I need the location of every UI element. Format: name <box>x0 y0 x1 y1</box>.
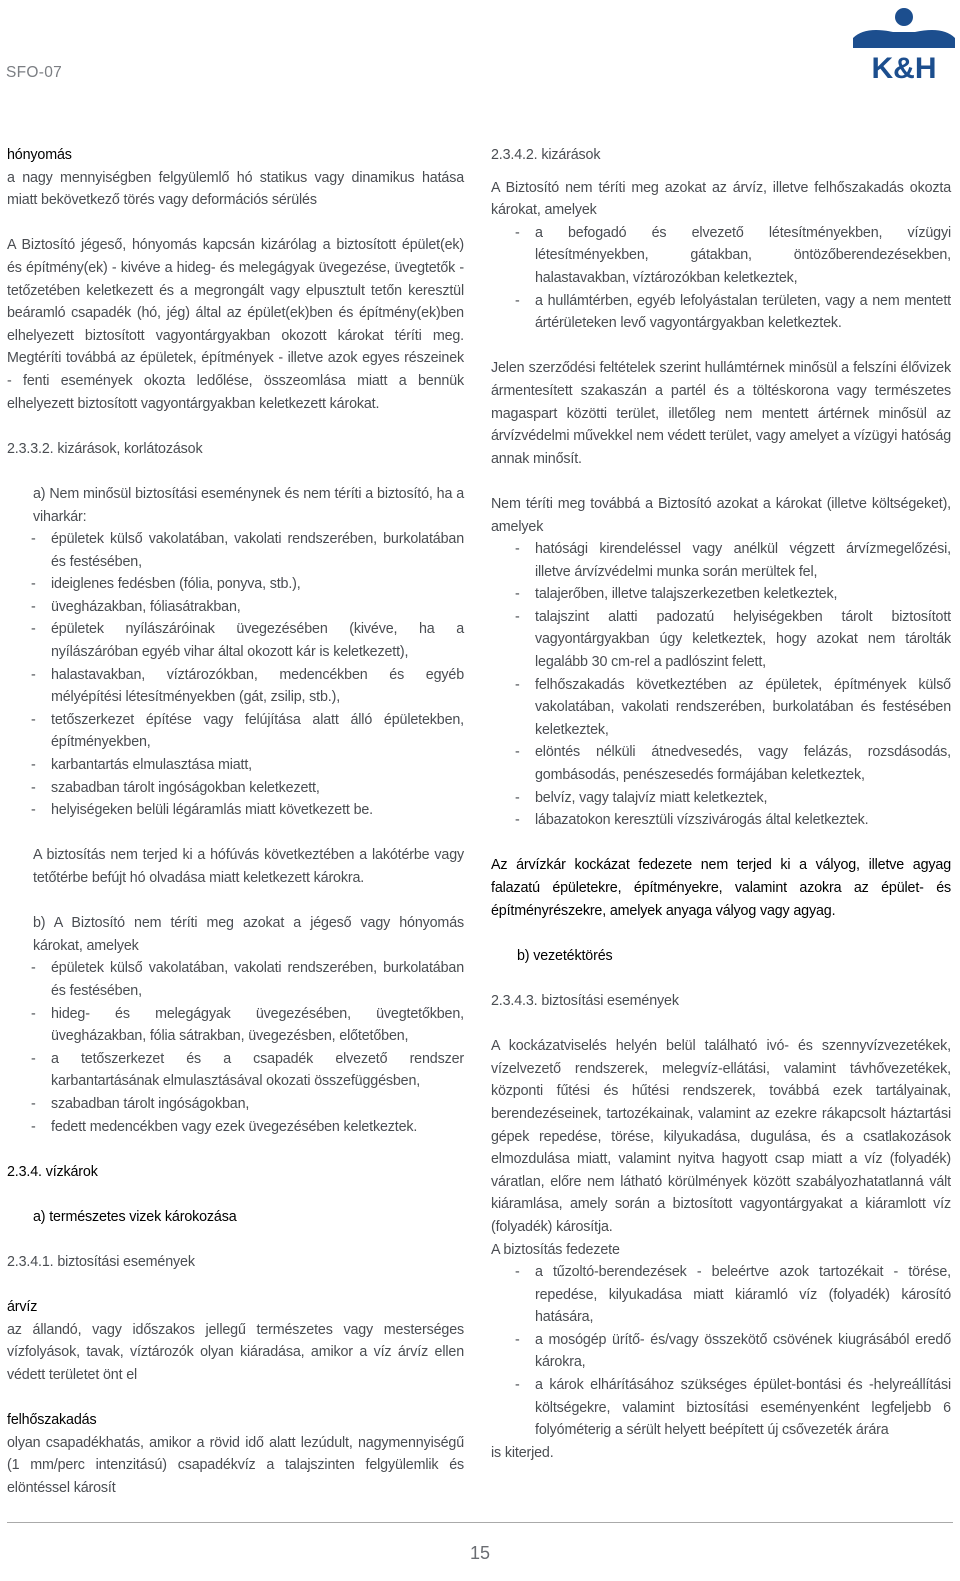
list-item: - a tetőszerkezet és a csapadék elvezető rendszer karbantartásának elmulasztásával okozati összefüggésben, <box>51 1048 464 1093</box>
heading-2332: 2.3.3.2. kizárások, korlátozások <box>7 440 203 457</box>
list-item: - a befogadó és elvezető létesítményekben, vízügyi létesítményekben, gátakban, öntözőberendezésekben, halastavakban, víztározókban keletkeztek, <box>535 222 951 290</box>
list-item: - karbantartás elmulasztása miatt, <box>51 754 464 777</box>
list-item: - a mosógép ürítő- és/vagy összekötő csövének kiugrásából eredő károkra, <box>535 1329 951 1374</box>
list-a <box>7 528 464 822</box>
right-column <box>491 144 951 1464</box>
para-a-intro: a) Nem minősül biztosítási eseménynek és nem téríti a biztosító, ha a viharkár: <box>33 485 464 525</box>
document-code: SFO-07 <box>6 64 63 81</box>
heading-2342: 2.3.4.2. kizárások <box>491 147 601 163</box>
para-vezetektores: A kockázatviselés helyén belül található ivó- és szennyvízvezetékek, vízelvezető rendszerek, melegvíz-ellátási, valamint távhővezetékek, központi fűtési és hűtési rendszerek, továbbá ezek tartályainak, berendezéseinek, tartozékainak, valamint az ezekre rákapcsolt háztartási gépek repedése, törése, kilyukadása, dugulása, és a csatlakozások elmozdulása miatt, valamint nyitva hagyott csap miatt a víz (folyadék) váratlan, előre nem látható körülmények között szabályozhatatlanná vált kiáramlása, amely során a biztosított vagyontárgyakat a kiáramlott víz (folyadék) károsítja. <box>491 1038 951 1235</box>
list-item: - talajerőben, illetve talajszerkezetben keletkeztek, <box>535 583 951 606</box>
list-item: - épületek külső vakolatában, vakolati rendszerében, burkolatában és festésében, <box>51 957 464 1002</box>
list-item: - hideg- és melegágyak üvegezésében, üvegtetőkben, üvegházakban, fólia sátrakban, üvegezésben, előtetőben, <box>51 1003 464 1048</box>
heading-2343: 2.3.4.3. biztosítási események <box>491 992 679 1009</box>
list-nem-teriti <box>491 538 951 832</box>
para-kizarasok-intro: A Biztosító nem téríti meg azokat az árvíz, illetve felhőszakadás okozta károkat, amelyek <box>491 179 951 219</box>
para-kiterjed: is kiterjed. <box>491 1444 554 1461</box>
term-arviz: árvíz <box>7 1299 38 1316</box>
page-number: 15 <box>469 1543 491 1563</box>
list-item: - fedett medencékben vagy ezek üvegezésében keletkeztek. <box>51 1116 464 1139</box>
def-felhoszakadas: olyan csapadékhatás, amikor a rövid idő alatt lezúdult, nagymennyiségű (1 mm/perc intenzitású) csapadékvíz a talajszinten felgyülemlik és elöntéssel károsít <box>7 1434 464 1497</box>
list-b <box>7 957 464 1138</box>
list-item: - üvegházakban, fóliasátrakban, <box>51 596 464 619</box>
list-item: - belvíz, vagy talajvíz miatt keletkeztek, <box>535 787 951 810</box>
term-felhoszakadas: felhőszakadás <box>7 1412 97 1429</box>
heading-234a: a) természetes vizek károkozása <box>33 1208 237 1225</box>
heading-2341: 2.3.4.1. biztosítási események <box>7 1254 195 1271</box>
term-honyomas: hónyomás <box>7 147 72 163</box>
list-item: - talajszint alatti padozatú helyiségekben tárolt biztosított vagyontárgyakban úgy keletkeztek, hogy azokat nem tárolták legalább 30 cm-rel a padlószint felett, <box>535 606 951 674</box>
list-item: - épületek külső vakolatában, vakolati rendszerében, burkolatában és festésében, <box>51 528 464 573</box>
def-arviz: az állandó, vagy időszakos jellegű természetes vagy mesterséges vízfolyások, tavak, víztározók olyan kiáradása, amikor a víz árvíz ellen védett területet önt el <box>7 1321 464 1384</box>
para-fedezete: A biztosítás fedezete <box>491 1241 620 1258</box>
para-b-intro: b) A Biztosító nem téríti meg azokat a jégeső vagy hónyomás károkat, amelyek <box>33 915 464 954</box>
para-hullamter: Jelen szerződési feltételek szerint hullámtérnek minősül a felszíni élővizek ármentesített szakaszán a partél és a töltéskorona vagy természetes magaspart közötti terület, illetőleg nem mentett ártérnek minősül az árvízvédelmi művekkel nem védett terület, vagy amelyet a vízügyi hatóság annak minősít. <box>491 360 951 467</box>
list-item: - elöntés nélküli átnedvesedés, vagy felázás, rozsdásodás, gombásodás, penészesedés formájában keletkeztek, <box>535 741 951 786</box>
list-item: - ideiglenes fedésben (fólia, ponyva, stb.), <box>51 573 464 596</box>
list-item: - épületek nyílászáróinak üvegezésében (kivéve, ha a nyílászáróban egyéb vihar által okozott kár is keletkezett), <box>51 618 464 663</box>
list-item: - szabadban tárolt ingóságokban keletkezett, <box>51 777 464 800</box>
heading-vezetektores: b) vezetéktörés <box>517 947 613 964</box>
list-item: - tetőszerkezet építése vagy felújítása alatt álló épületekben, építményekben, <box>51 709 464 754</box>
list-fedezete <box>491 1261 951 1442</box>
list-item: - halastavakban, víztározókban, medencékben és egyéb mélyépítési létesítményekben (gát, zsilip, stb.), <box>51 664 464 709</box>
footer-divider <box>7 1522 953 1523</box>
para-nem-teriti: Nem téríti meg továbbá a Biztosító azokat a károkat (illetve költségeket), amelyek <box>491 495 951 535</box>
list-item: - hatósági kirendeléssel vagy anélkül végzett árvízmegelőzési, illetve árvízvédelmi munka során merültek fel, <box>535 538 951 583</box>
list-item: - felhőszakadás következtében az épületek, építmények külső vakolatában, vakolati rendszerében, burkolatában és festésében keletkeztek, <box>535 674 951 742</box>
list-kizarasok <box>491 222 951 335</box>
para-hofuvas: A biztosítás nem terjed ki a hófúvás következtében a lakótérbe vagy tetőtérbe befújt hó olvadása miatt keletkezett károkra. <box>33 847 464 886</box>
kh-logo <box>853 4 955 80</box>
def-honyomas: a nagy mennyiségben felgyülemlő hó statikus vagy dinamikus hatása miatt bekövetkező törés vagy deformációs sérülés <box>7 169 464 209</box>
heading-234: 2.3.4. vízkárok <box>7 1163 98 1180</box>
list-item: - a tűzoltó-berendezések - beleértve azok tartozékait - törése, repedése, kilyukadása miatt kiáramló víz (folyadék) károsító hatására, <box>535 1261 951 1329</box>
list-item: - szabadban tárolt ingóságokban, <box>51 1093 464 1116</box>
svg-text:K&H: K&H <box>871 52 937 80</box>
para-valyog: Az árvízkár kockázat fedezete nem terjed ki a vályog, illetve agyag falazatú épületekre, építményekre, valamint azokra az épület- és építményrészekre, amelyek anyaga vályog vagy agyag. <box>491 857 951 919</box>
list-item: - helyiségeken belüli légáramlás miatt következett be. <box>51 799 464 822</box>
left-column <box>7 144 464 1500</box>
list-item: - a károk elhárításához szükséges épület-bontási és -helyreállítási költségekre, valamint biztosítási eseményenként legfeljebb 6 folyóméterig a sérült helyett beépített új csővezeték árára <box>535 1374 951 1442</box>
list-item: - a hullámtérben, egyéb lefolyástalan területen, vagy a nem mentett ártérületeken levő vagyontárgyakban keletkeztek. <box>535 290 951 335</box>
list-item: - lábazatokon keresztüli vízszivárogás által keletkeztek. <box>535 809 951 832</box>
para-jegeso: A Biztosító jégeső, hónyomás kapcsán kizárólag a biztosított épület(ek) és építmény(ek) - kivéve a hideg- és melegágyak üvegezése, üvegtetők - tetőzetében keletkezett és a megrongált vagy elpusztult tetőn keresztül beáramló csapadék (hó, jég) által az épület(ek)ben és építmény(ek)ben elhelyezett biztosított vagyontárgyakban okozott károkat téríti meg. Megtéríti továbbá az épületek, építmények - illetve azok egyes részeinek - fenti események okozta ledőlése, összeomlása miatt a bennük elhelyezett biztosított vagyontárgyakban keletkezett károkat. <box>7 237 464 412</box>
